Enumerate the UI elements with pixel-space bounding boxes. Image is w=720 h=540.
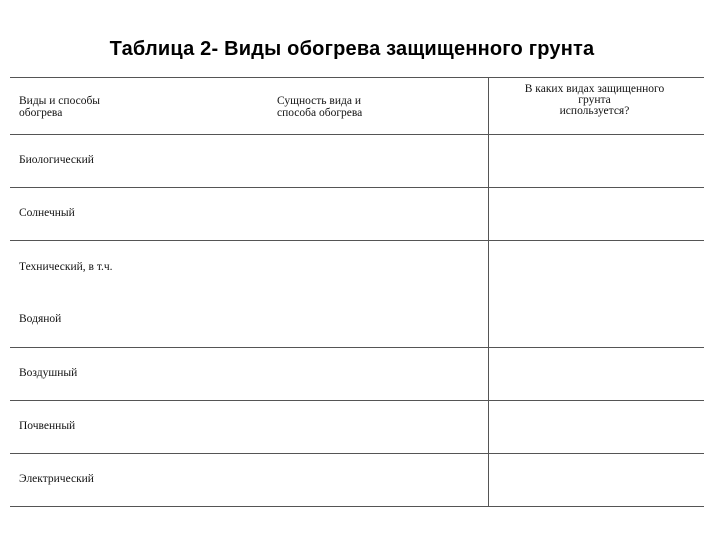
table-title: Таблица 2- Виды обогрева защищенного грунта	[109, 38, 595, 60]
usage-cell[interactable]	[488, 454, 704, 506]
essence-cell[interactable]	[274, 348, 488, 400]
usage-cell[interactable]	[488, 348, 704, 400]
row-label: Почвенный	[19, 420, 76, 432]
essence-cell[interactable]	[274, 188, 488, 240]
row-label: Электрический	[19, 473, 94, 485]
heating-types-table	[10, 77, 704, 507]
row-label-group	[10, 241, 274, 347]
usage-cell[interactable]	[488, 188, 704, 240]
row-label: Технический, в т.ч.	[19, 261, 113, 273]
essence-cell[interactable]	[274, 454, 488, 506]
row-label: Солнечный	[19, 207, 75, 219]
table-row	[10, 241, 704, 348]
header-usage	[488, 78, 704, 134]
usage-cell[interactable]	[488, 135, 704, 187]
row-label: Биологический	[19, 154, 94, 166]
table-row	[10, 135, 704, 188]
table-row	[10, 454, 704, 507]
header-line: грунта	[578, 94, 611, 106]
header-heating-type	[10, 78, 274, 134]
essence-cell[interactable]	[274, 401, 488, 453]
header-line: обогрева	[19, 107, 63, 119]
header-line: способа обогрева	[277, 107, 363, 119]
table-row	[10, 348, 704, 401]
essence-cell[interactable]	[274, 135, 488, 187]
header-essence	[274, 78, 488, 134]
essence-cell[interactable]	[274, 241, 488, 347]
row-sublabel: Водяной	[19, 313, 62, 325]
usage-cell[interactable]	[488, 401, 704, 453]
table-row	[10, 401, 704, 454]
table-header-row	[10, 77, 704, 135]
table-row	[10, 188, 704, 241]
row-label: Воздушный	[19, 367, 78, 379]
header-line: используется?	[559, 105, 630, 117]
header-line: Сущность вида и	[277, 95, 361, 107]
header-line: В каких видах защищенного	[524, 83, 665, 95]
usage-cell[interactable]	[488, 241, 704, 347]
header-line: Виды и способы	[19, 95, 101, 107]
